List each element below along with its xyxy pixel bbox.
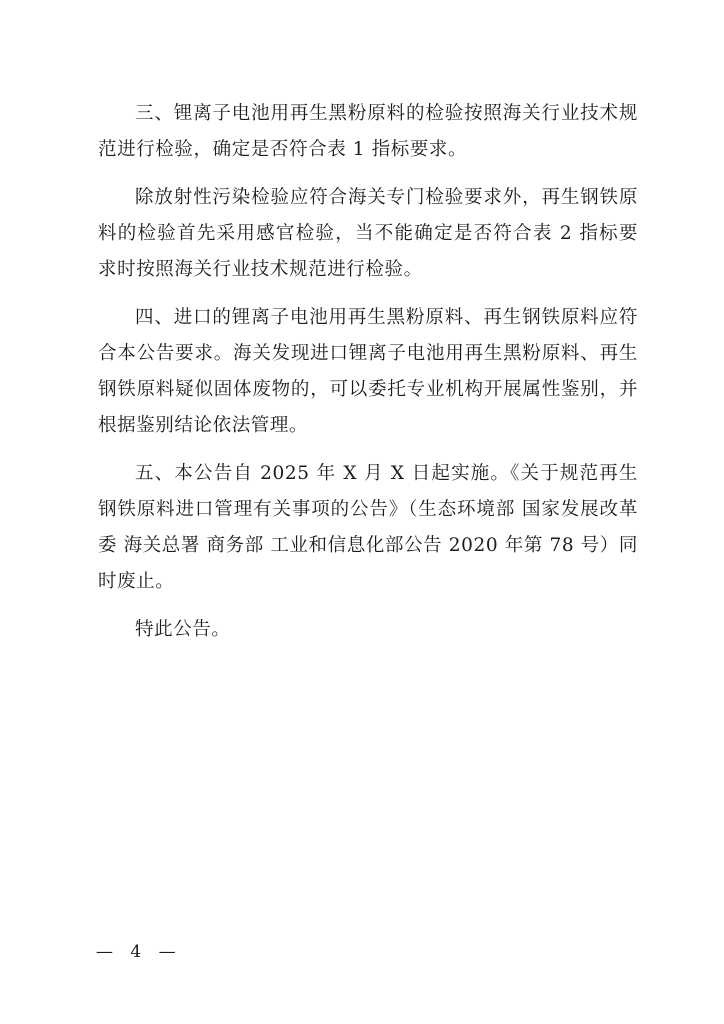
paragraph-steel-inspection: 除放射性污染检验应符合海关专门检验要求外，再生钢铁原料的检验首先采用感官检验，当不能确定是否符合表 2 指标要求时按照海关行业技术规范进行检验。 [98, 187, 638, 280]
paragraph-item-5-effective-date: 五、本公告自 2025 年 X 月 X 日起实施。《关于规范再生钢铁原料进口管理有关事项的公告》（生态环境部 国家发展改革委 海关总署 商务部 工业和信息化部公告 2020 年第 78 号）同时废止。 [98, 463, 638, 592]
document-body [98, 96, 638, 660]
paragraph-item-4-import-requirements: 四、进口的锂离子电池用再生黑粉原料、再生钢铁原料应符合本公告要求。海关发现进口锂离子电池用再生黑粉原料、再生钢铁原料疑似固体废物的，可以委托专业机构开展属性鉴别，并根据鉴别结论依法管理。 [98, 307, 638, 436]
page-number: — 4 — [96, 942, 182, 962]
paragraph-item-3-black-powder-inspection: 三、锂离子电池用再生黑粉原料的检验按照海关行业技术规范进行检验，确定是否符合表 1 指标要求。 [98, 103, 638, 160]
paragraph-closing: 特此公告。 [135, 619, 231, 640]
